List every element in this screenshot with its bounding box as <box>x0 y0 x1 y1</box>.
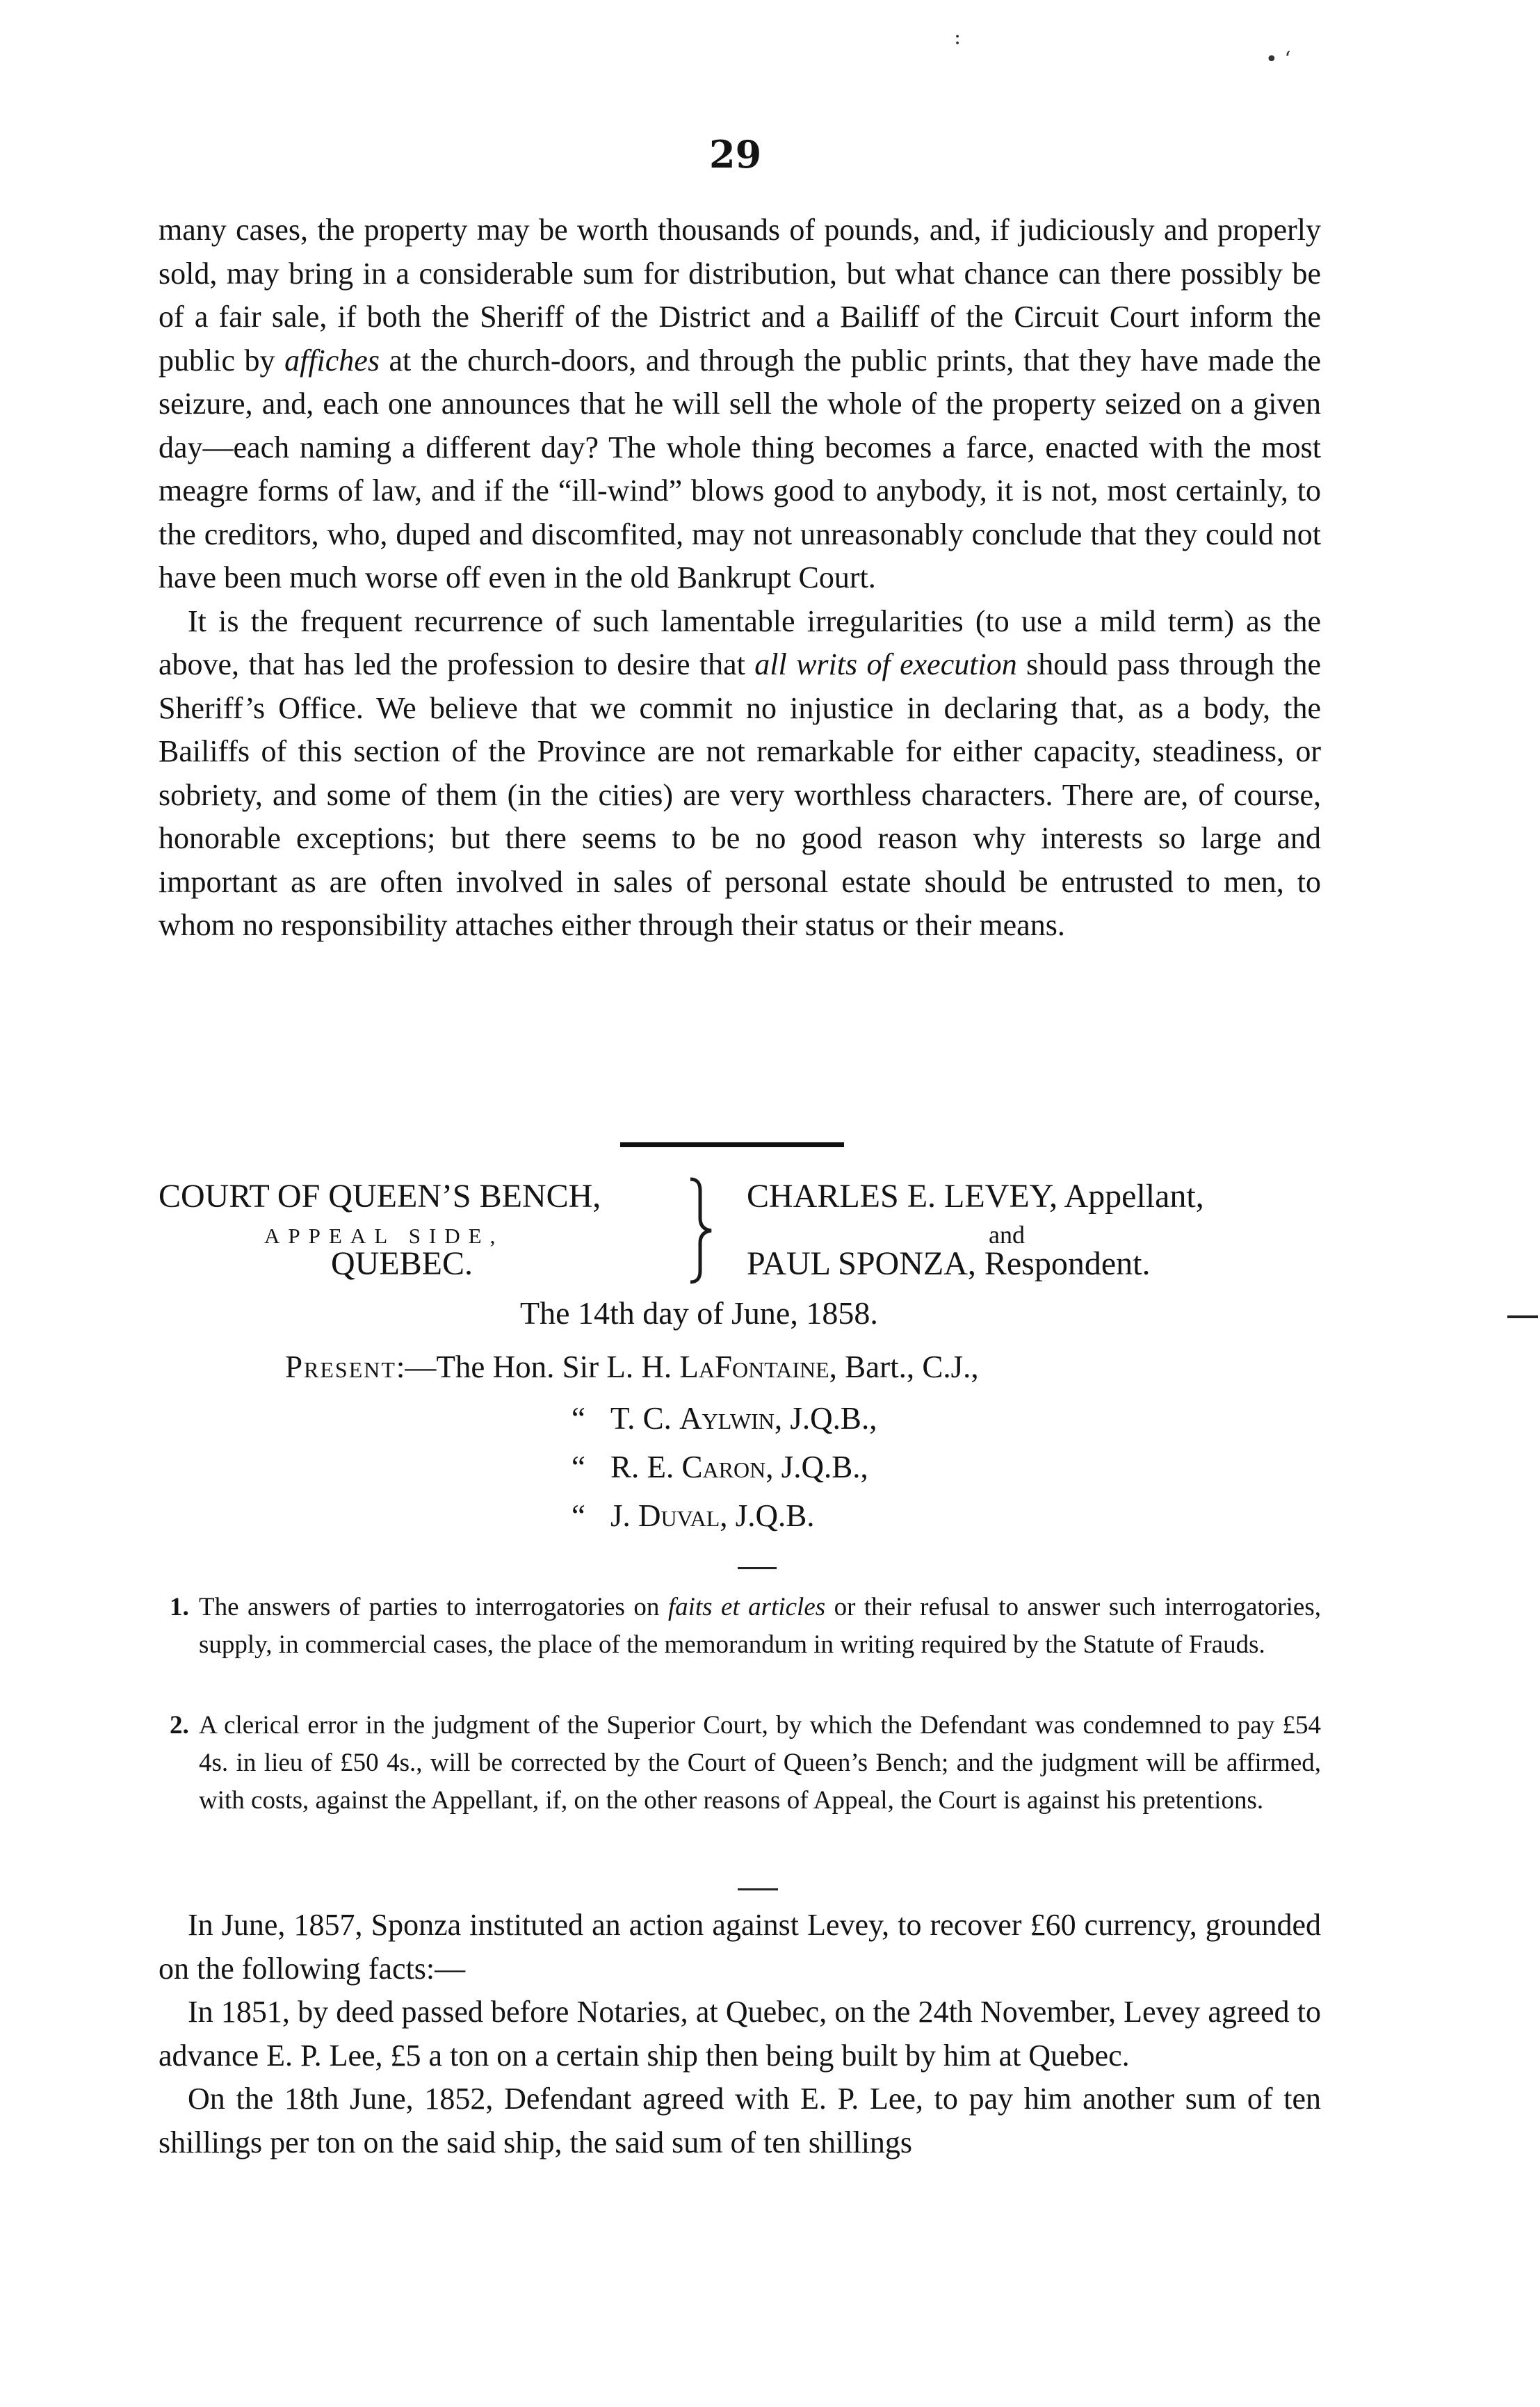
paragraph: On the 18th June, 1852, Defendant agreed with E. P. Lee, to pay him another sum of ten shillings per ton on the said ship, the said sum of ten shillings <box>159 2082 1321 2159</box>
lower-body-text <box>159 1904 1321 2164</box>
paragraph: In 1851, by deed passed before Notaries, at Quebec, on the 24th November, Levey agreed to advance E. P. Lee, £5 a ton on a certain ship then being built by him at Quebec. <box>159 1995 1321 2073</box>
section-divider <box>620 1142 844 1147</box>
paragraph: In June, 1857, Sponza instituted an action against Levey, to recover £60 currency, grounded on the following facts:— <box>159 1908 1321 1986</box>
stray-mark: • ‘ <box>1265 47 1291 72</box>
paragraph: many cases, the property may be worth thousands of pounds, and, if judiciously and properly sold, may bring in a considerable sum for distribution, but what chance can there possibly be of a fair sale, if both the Sheriff of the District and a Bailiff of the Circuit Court inform the public by affiches at the church-doors, and through the public prints, that they have made the seizure, and, each one announces that he will sell the whole of the property seized on a given day—each naming a different day? The whole thing becomes a farce, enacted with the most meagre forms of law, and if the “ill-wind” blows good to anybody, it is not, most certainly, to the creditors, who, duped and discomfited, may not unreasonably conclude that they could not have been much worse off even in the old Bankrupt Court. <box>159 213 1321 594</box>
page-number: 29 <box>709 132 762 177</box>
paragraph: It is the frequent recurrence of such lamentable irregularities (to use a mild term) as the above, that has led the profession to desire that all writs of execution should pass through the Sheriff’s Office. We believe that we commit no injustice in declaring that, as a body, the Bailiffs of this section of the Province are not remarkable for either capacity, steadiness, or sobriety, and some of them (in the cities) are very worthless characters. There are, of course, honorable exceptions; but there seems to be no good reason why interests so large and important as are often involved in sales of personal estate should be entrusted to men, to whom no responsibility attaches either through their status or their means. <box>159 603 1321 942</box>
respondent: PAUL SPONZA, Respondent. <box>747 1245 1151 1282</box>
present-judges-line: Present:—The Hon. Sir L. H. LaFontaine, Bart., C.J., <box>285 1350 979 1384</box>
judge-line: “ J. Duval, J.Q.B. <box>572 1498 815 1533</box>
stray-mark: : <box>954 25 962 49</box>
court-side: APPEAL SIDE, <box>264 1224 504 1248</box>
appellant: CHARLES E. LEVEY, Appellant, <box>747 1178 1204 1215</box>
court-place: QUEBEC. <box>331 1245 473 1282</box>
judgment-date: The 14th day of June, 1858. <box>520 1295 878 1331</box>
upper-body-text <box>159 209 1321 948</box>
present-label: Present <box>285 1350 396 1384</box>
divider <box>738 1888 778 1890</box>
conjunction: and <box>989 1221 1025 1249</box>
divider <box>738 1567 777 1569</box>
judge-line: “ T. C. Aylwin, J.Q.B., <box>572 1401 877 1436</box>
headnote: 2. A clerical error in the judgment of the Superior Court, by which the Defendant was condemned to pay £54 4s. in lieu of £50 4s., will be corrected by the Court of Queen’s Bench; and the judgment will be affirmed, with costs, against the Appellant, if, on the other reasons of Appeal, the Court is against his pretentions. <box>170 1711 1321 1815</box>
edge-mark <box>1507 1315 1538 1318</box>
court-name: COURT OF QUEEN’S BENCH, <box>159 1178 601 1215</box>
judge-line: “ R. E. Caron, J.Q.B., <box>572 1450 868 1484</box>
brace-icon <box>685 1175 720 1286</box>
headnote: 1. The answers of parties to interrogatories on faits et articles or their refusal to answer such interrogatories, supply, in commercial cases, the place of the memorandum in writing required by the Statute of Frauds. <box>170 1593 1321 1659</box>
